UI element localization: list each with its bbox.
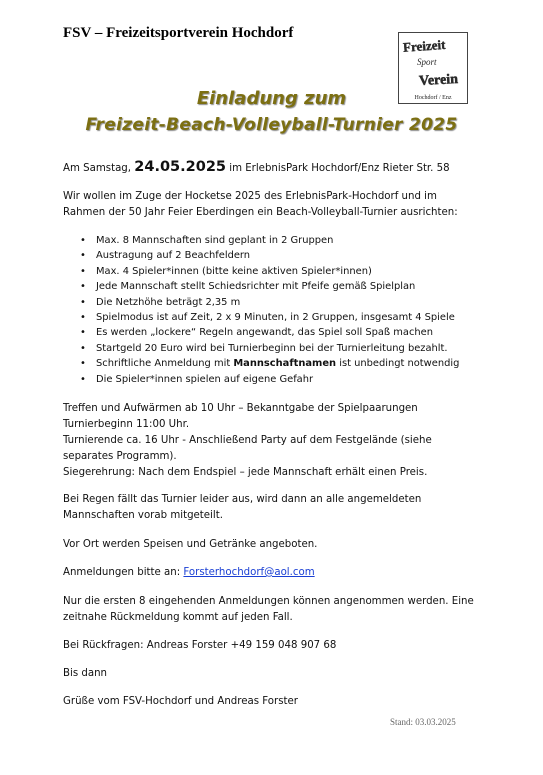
svg-text:Verein: Verein (418, 72, 459, 90)
registration-line (63, 565, 315, 581)
club-name: FSV – Freizeitsportverein Hochdorf (63, 25, 294, 41)
svg-text:Freizeit: Freizeit (402, 36, 446, 55)
title-line-1: Einladung zum (196, 88, 347, 109)
schedule-line-3: Turnierende ca. 16 Uhr - Anschließend Party auf dem Festgelände (siehe (63, 435, 432, 446)
list-item: • Jede Mannschaft stellt Schiedsrichter mit Pfeife gemäß Spielplan (63, 279, 459, 294)
list-item: • Startgeld 20 Euro wird bei Turnierbeginn bei der Turnierleitung bezahlt. (63, 341, 459, 356)
intro-suffix: im ErlebnisPark Hochdorf/Enz Rieter Str. 58 (226, 163, 450, 174)
list-item: • Max. 8 Mannschaften sind geplant in 2 Gruppen (63, 233, 459, 248)
rain-line-1: Bei Regen fällt das Turnier leider aus, wird dann an alle angemeldeten (63, 494, 422, 505)
list-item-registration (63, 356, 459, 371)
rain-line-2: Mannschaften vorab mitgeteilt. (63, 510, 223, 521)
registration-prefix: Anmeldungen bitte an: (63, 567, 184, 578)
logo-caption: Hochdorf / Enz (414, 95, 452, 101)
schedule-line-1: Treffen und Aufwärmen ab 10 Uhr – Bekanntgabe der Spielpaarungen (63, 403, 418, 414)
purpose-line-2: Rahmen der 50 Jahr Feier Eberdingen ein Beach-Volleyball-Turnier ausrichten: (63, 207, 458, 218)
schedule-line-4: separates Programm). (63, 451, 177, 462)
contact-line: Bei Rückfragen: Andreas Forster +49 159 048 907 68 (63, 640, 337, 651)
food-line: Vor Ort werden Speisen und Getränke angeboten. (63, 539, 318, 550)
schedule-line-2: Turnierbeginn 11:00 Uhr. (63, 419, 190, 430)
intro-line (63, 159, 450, 177)
title-line-2: Freizeit-Beach-Volleyball-Turnier 2025 (85, 115, 458, 135)
closing-line: Bis dann (63, 668, 107, 679)
schedule-line-5: Siegerehrung: Nach dem Endspiel – jede Mannschaft erhält einen Preis. (63, 467, 428, 478)
logo-lettering-icon (399, 33, 467, 93)
limit-line-2: zeitnahe Rückmeldung kommt auf jeden Fall. (63, 612, 293, 623)
rules-list (63, 233, 459, 387)
greeting-line: Grüße vom FSV-Hochdorf und Andreas Forster (63, 696, 298, 707)
document-date: Stand: 03.03.2025 (390, 717, 456, 727)
list-item: • Es werden „lockere“ Regeln angewandt, das Spiel soll Spaß machen (63, 325, 459, 340)
list-item: • Austragung auf 2 Beachfeldern (63, 248, 459, 263)
event-date: 24.05.2025 (134, 159, 226, 175)
registration-rule-prefix: Schriftliche Anmeldung mit (96, 358, 234, 370)
intro-prefix: Am Samstag, (63, 163, 135, 174)
list-item: • Die Netzhöhe beträgt 2,35 m (63, 295, 459, 310)
purpose-line-1: Wir wollen im Zuge der Hocketse 2025 des ErlebnisPark-Hochdorf und im (63, 191, 437, 202)
registration-rule-suffix: ist unbedingt notwendig (336, 358, 460, 370)
limit-line-1: Nur die ersten 8 eingehenden Anmeldungen können angenommen werden. Eine (63, 596, 474, 607)
list-item: • Die Spieler*innen spielen auf eigene Gefahr (63, 372, 459, 387)
list-item: • Max. 4 Spieler*innen (bitte keine aktiven Spieler*innen) (63, 264, 459, 279)
email-link[interactable]: Forsterhochdorf@aol.com (183, 567, 315, 578)
svg-text:Sport: Sport (417, 57, 437, 67)
list-item: • Spielmodus ist auf Zeit, 2 x 9 Minuten, in 2 Gruppen, insgesamt 4 Spiele (63, 310, 459, 325)
team-name-emphasis: Mannschaftnamen (233, 358, 337, 370)
